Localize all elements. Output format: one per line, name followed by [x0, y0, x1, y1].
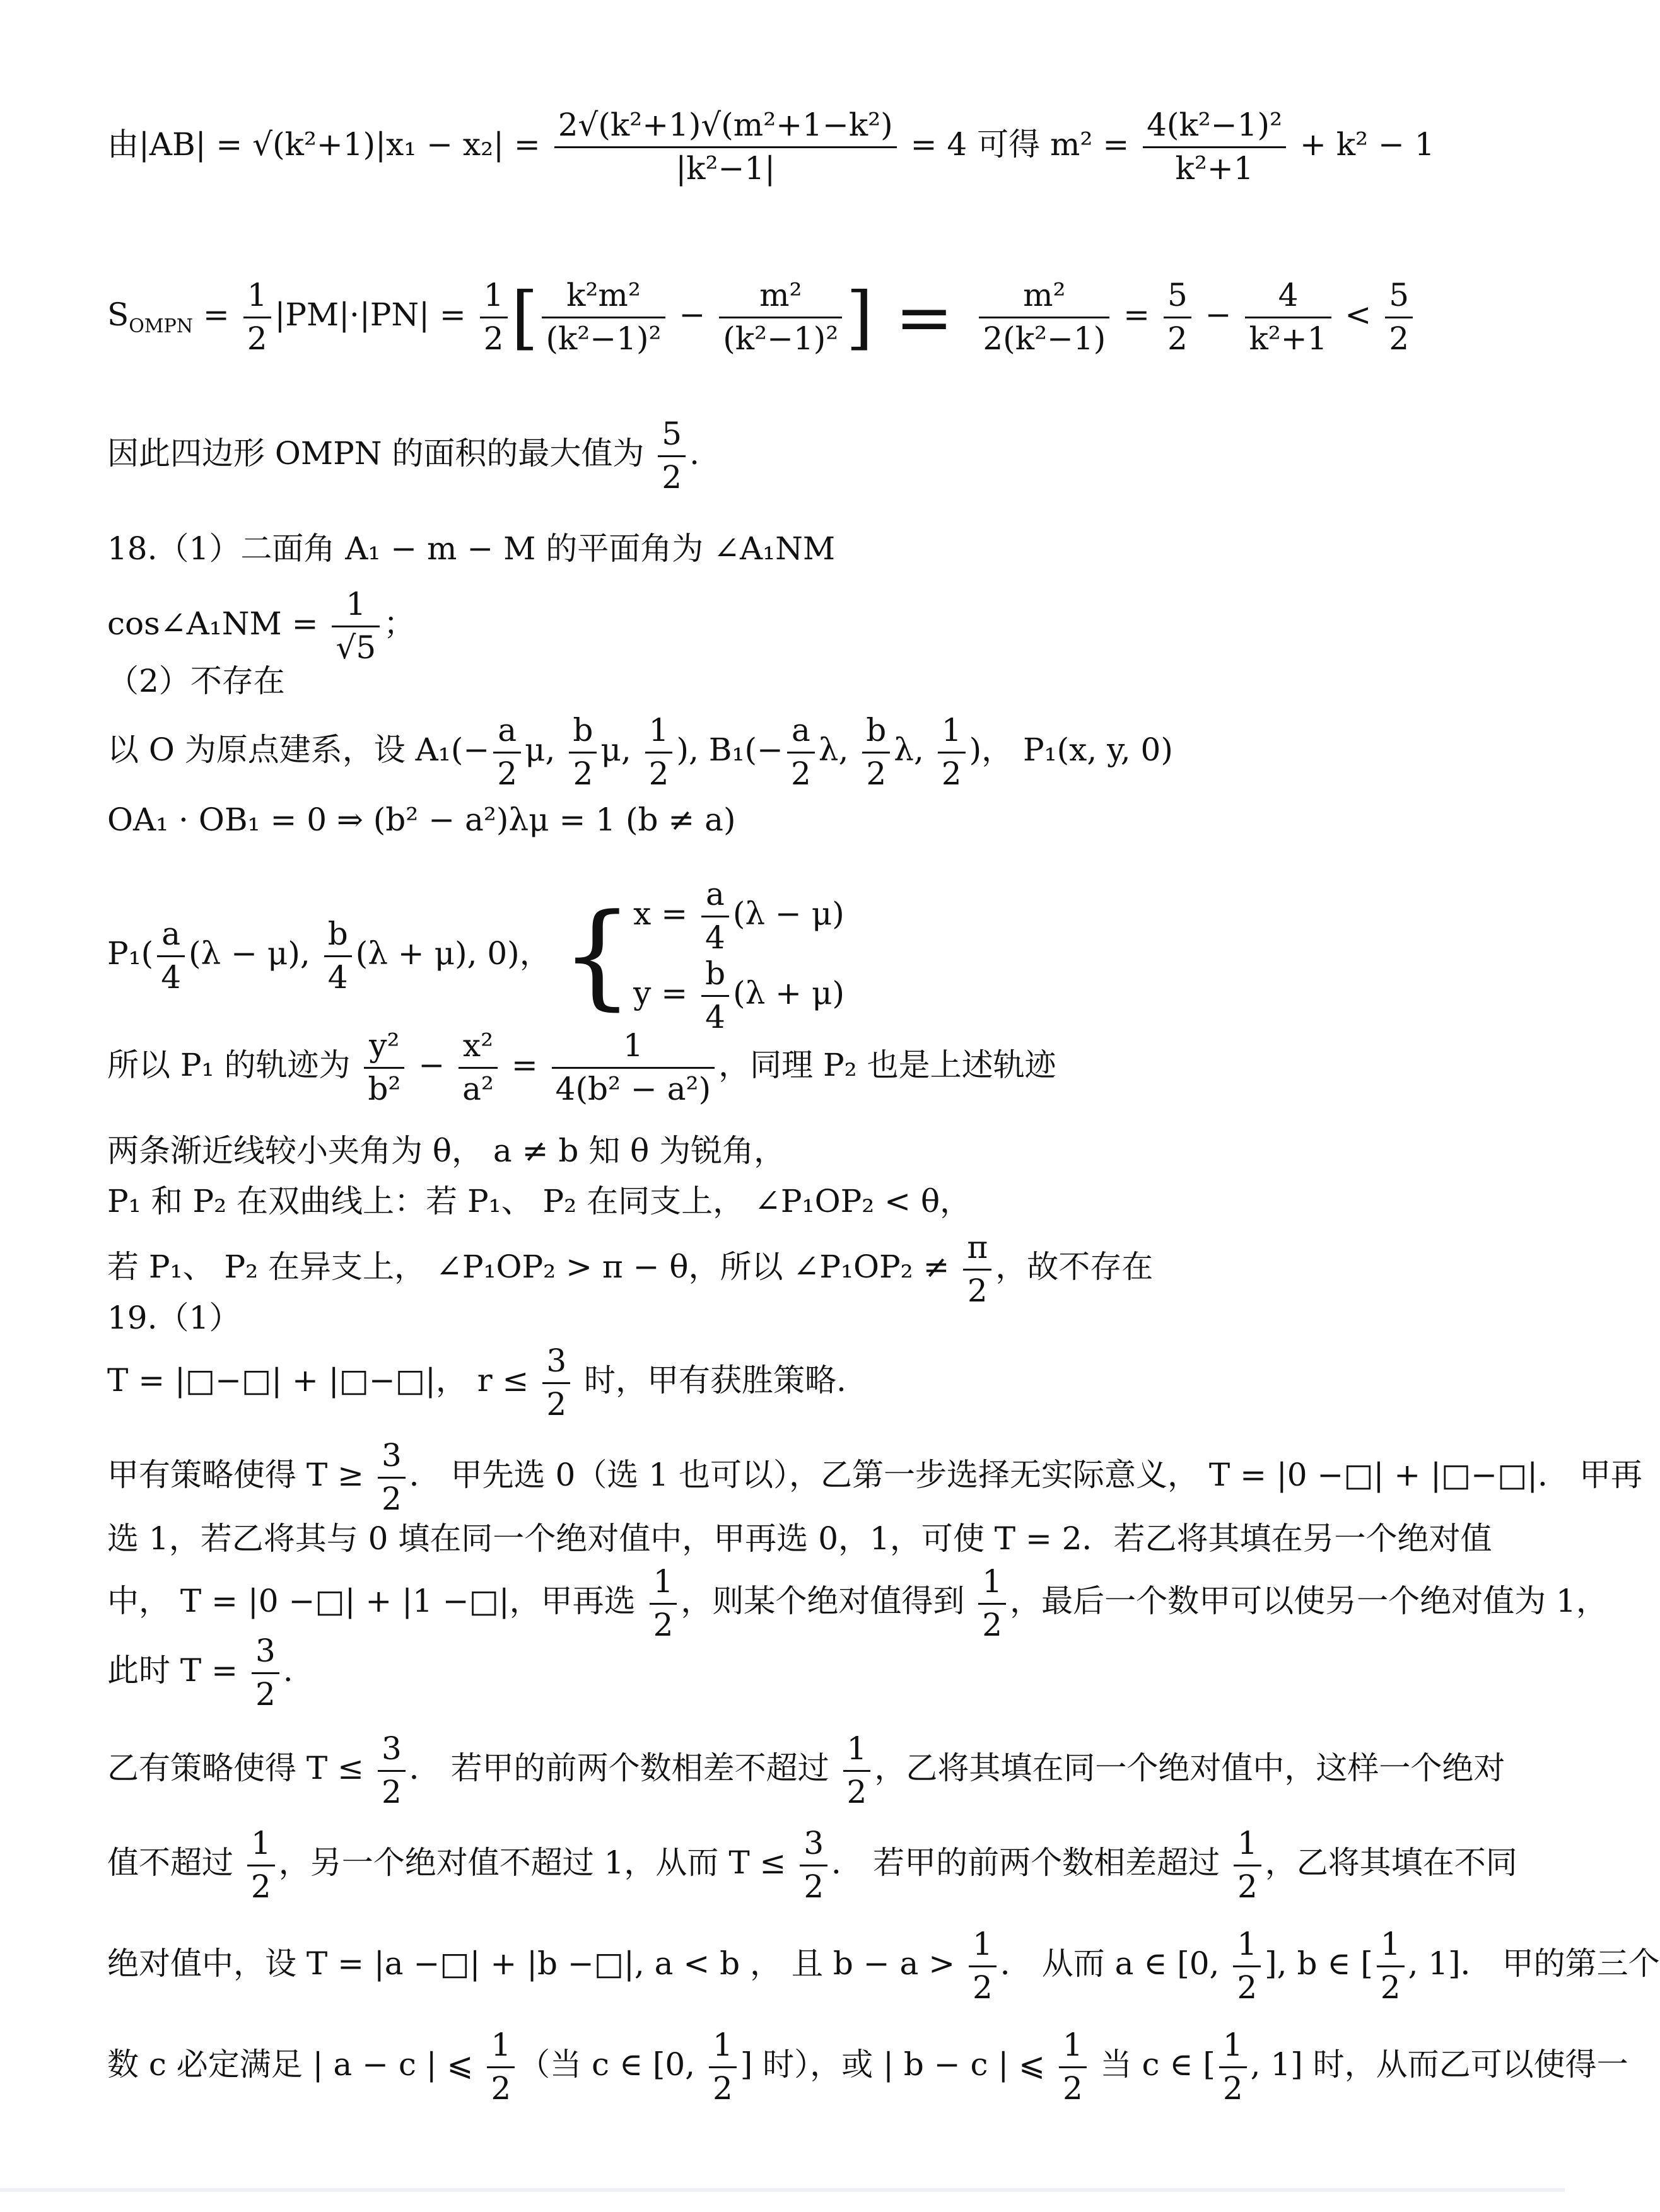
- denominator: 2: [247, 320, 267, 357]
- text: ，最后一个数甲可以使另一个绝对值为 1，: [1010, 1583, 1608, 1619]
- text: T = |□−□| + |□−□|， r ≤: [107, 1362, 539, 1399]
- denominator: 2: [381, 1480, 402, 1517]
- denominator: 4: [327, 958, 348, 996]
- fraction: [938, 713, 966, 792]
- fraction: [645, 713, 673, 792]
- text: μ,: [525, 731, 566, 768]
- fraction: [701, 956, 729, 1035]
- numerator: a: [157, 916, 185, 957]
- fraction: [650, 1564, 677, 1643]
- numerator: x²: [459, 1028, 498, 1069]
- text: P₁(: [107, 935, 154, 972]
- denominator: 2: [653, 1606, 674, 1643]
- fraction: [332, 586, 380, 666]
- text: , 1] 时，从而乙可以使得一: [1250, 2046, 1628, 2083]
- line-q18-1: [107, 530, 836, 567]
- denominator: 2: [662, 458, 682, 496]
- line-t-value: [107, 1633, 293, 1713]
- line-jia-step2: [107, 1520, 1492, 1557]
- denominator: 2: [982, 1606, 1003, 1643]
- text: 值不超过: [107, 1844, 243, 1881]
- fraction: [554, 107, 897, 187]
- denominator: |k²−1|: [675, 149, 776, 187]
- fraction: [542, 277, 665, 357]
- fraction: [843, 1731, 871, 1810]
- line-yi-strategy: [107, 1731, 1505, 1810]
- denominator: 2: [1389, 320, 1409, 357]
- numerator: a: [701, 876, 729, 917]
- text: = 4 可得 m² =: [900, 126, 1140, 163]
- denominator: √5: [336, 629, 377, 666]
- fraction: [493, 713, 521, 792]
- text: |AB| = √(k²+1)|x₁ − x₂| =: [139, 126, 551, 163]
- fraction: [1219, 2027, 1247, 2107]
- denominator: 2: [491, 2069, 511, 2107]
- line-midpoint: [107, 876, 845, 1035]
- denominator: 2: [648, 755, 669, 792]
- line-yi-step2: [107, 1825, 1517, 1905]
- denominator: 2: [381, 1773, 402, 1810]
- text: <: [1335, 296, 1382, 333]
- denominator: 2: [973, 1969, 993, 2006]
- denominator: 2: [804, 1868, 824, 1905]
- text: 此时 T =: [107, 1652, 248, 1689]
- text: ] 时），或 | b − c | ⩽: [740, 2046, 1055, 2083]
- page-bottom-edge: [0, 2188, 1565, 2192]
- denominator: k²+1: [1249, 320, 1328, 357]
- fraction: [487, 2027, 515, 2107]
- bracket: [: [511, 277, 539, 358]
- fraction: [1233, 1926, 1261, 2006]
- text: , 1]． 甲的第三个: [1408, 1945, 1660, 1982]
- text: 两条渐近线较小夹角为 θ， a ≠ b 知 θ 为锐角，: [107, 1132, 786, 1169]
- fraction: [800, 1825, 827, 1905]
- numerator: 5: [658, 416, 686, 457]
- fraction: [378, 1731, 406, 1810]
- text: 乙有策略使得 T ≤: [107, 1750, 374, 1786]
- fraction: [542, 1343, 570, 1423]
- denominator: 4: [705, 919, 725, 956]
- denominator: 4: [705, 998, 725, 1035]
- line-locus: [107, 1028, 1056, 1107]
- denominator: b²: [368, 1070, 401, 1107]
- text: ． 从而 a ∈ [0,: [1000, 1945, 1230, 1982]
- text: ，同理 P₂ 也是上述轨迹: [718, 1047, 1056, 1083]
- text: 绝对值中，设 T = |a −□| + |b −□|, a < b ， 且 b − a >: [107, 1945, 966, 1982]
- denominator: 2: [1167, 320, 1188, 357]
- numerator: 1: [1059, 2027, 1087, 2068]
- text: 因此四边形 OMPN 的面积的最大值为: [107, 435, 655, 472]
- text: 中， T = |0 −□| + |1 −□|，甲再选: [107, 1583, 646, 1619]
- numerator: 4: [1245, 277, 1331, 318]
- numerator: 1: [1234, 1825, 1261, 1866]
- text: x =: [633, 895, 698, 932]
- numerator: π: [963, 1230, 991, 1271]
- equation-system: [633, 876, 845, 1035]
- numerator: 1: [645, 713, 673, 754]
- text: （2）不存在: [107, 663, 285, 699]
- numerator: b: [324, 916, 352, 957]
- text: (λ + μ), 0)，: [355, 935, 551, 972]
- text: y =: [633, 975, 698, 1011]
- fraction: [1164, 277, 1191, 357]
- fraction: [247, 1825, 275, 1905]
- text: .: [283, 1652, 293, 1689]
- numerator: 3: [252, 1633, 279, 1674]
- text: 以 O 为原点建系，设 A₁: [107, 731, 451, 768]
- text: ，乙将其填在同一个绝对值中，这样一个绝对: [874, 1750, 1505, 1786]
- denominator: 2(k²−1): [983, 320, 1106, 357]
- fraction: [324, 916, 352, 996]
- text: )， P₁(x, y, 0): [969, 731, 1173, 768]
- text: cos∠A₁NM =: [107, 605, 329, 642]
- text: （当 c ∈ [0,: [518, 2046, 705, 2083]
- fraction: [787, 713, 815, 792]
- fraction: [978, 1564, 1006, 1643]
- line-diff-branch: [107, 1230, 1153, 1309]
- text: ；: [383, 605, 416, 642]
- text: S: [107, 296, 129, 333]
- line-ab-length: [107, 107, 1435, 187]
- denominator: k²+1: [1175, 149, 1254, 187]
- text: .: [689, 435, 699, 472]
- numerator: 1: [650, 1564, 677, 1605]
- denominator: 4(b² − a²): [555, 1070, 711, 1107]
- numerator: 1: [938, 713, 966, 754]
- text: 若 P₁、 P₂ 在异支上， ∠P₁OP₂ > π − θ，所以 ∠P₁OP₂ ≠: [107, 1249, 960, 1285]
- text: 19.（1）: [107, 1300, 241, 1336]
- fraction: [862, 713, 890, 792]
- fraction: [658, 416, 686, 496]
- fraction: [1385, 277, 1413, 357]
- numerator: 5: [1164, 277, 1191, 318]
- fraction: [480, 277, 508, 357]
- line-jia-step3: [107, 1564, 1608, 1643]
- text: P₁ 和 P₂ 在双曲线上：若 P₁、 P₂ 在同支上， ∠P₁OP₂ < θ，: [107, 1183, 972, 1220]
- fraction: [459, 1028, 498, 1107]
- numerator: 1: [978, 1564, 1006, 1605]
- text: ，则某个绝对值得到: [681, 1583, 975, 1619]
- numerator: 1: [1233, 1926, 1261, 1967]
- denominator: 2: [255, 1675, 276, 1713]
- text: ，乙将其填在不同: [1265, 1844, 1517, 1881]
- denominator: 2: [250, 1868, 271, 1905]
- line-yi-step3: [107, 1926, 1660, 2006]
- text: OA₁ · OB₁ = 0 ⇒ (b² − a²)λμ = 1 (b ≠ a): [107, 801, 736, 838]
- fraction: [969, 1926, 997, 2006]
- bracket: ] =: [846, 277, 976, 358]
- numerator: 1: [1219, 2027, 1247, 2068]
- fraction: [569, 713, 597, 792]
- denominator: 2: [967, 1272, 988, 1309]
- denominator: 2: [1222, 2069, 1243, 2107]
- line-coordinates: [107, 713, 1173, 792]
- denominator: 2: [790, 755, 811, 792]
- fraction: [701, 876, 729, 956]
- text: ], b ∈ [: [1265, 1945, 1373, 1982]
- text: ，故不存在: [995, 1249, 1154, 1285]
- text: 18.（1）二面角 A₁ − m − M 的平面角为 ∠A₁NM: [107, 530, 836, 567]
- numerator: 1: [843, 1731, 871, 1772]
- text: + k² − 1: [1290, 126, 1435, 163]
- text: 甲有策略使得 T ≥: [107, 1457, 374, 1493]
- subscript: OMPN: [129, 315, 194, 337]
- text: 所以 P₁ 的轨迹为: [107, 1047, 361, 1083]
- fraction: [157, 916, 185, 996]
- fraction: [719, 277, 842, 357]
- text: ． 若甲的前两个数相差超过: [831, 1844, 1230, 1881]
- text: =: [501, 1047, 548, 1083]
- fraction: [1377, 1926, 1405, 2006]
- text: (λ + μ): [733, 975, 845, 1011]
- line-asymptotes: [107, 1132, 786, 1169]
- numerator: k²m²: [542, 277, 665, 318]
- text: λ,: [894, 731, 934, 768]
- numerator: 1: [1377, 1926, 1405, 1967]
- line-t-def: [107, 1343, 846, 1423]
- text: ． 甲先选 0（选 1 也可以），乙第一步选择无实际意义， T = |0 −□| + |□−□|． 甲再: [409, 1457, 1643, 1493]
- numerator: y²: [364, 1028, 404, 1069]
- text: ), B₁(−: [676, 731, 783, 768]
- denominator: 2: [497, 755, 518, 792]
- numerator: 1: [552, 1028, 715, 1069]
- line-cos: [107, 586, 415, 666]
- numerator: b: [569, 713, 597, 754]
- denominator: 2: [546, 1385, 567, 1423]
- numerator: 1: [709, 2027, 737, 2068]
- fraction: [1245, 277, 1331, 357]
- fraction: [252, 1633, 279, 1713]
- fraction: [243, 277, 271, 357]
- numerator: 1: [332, 586, 380, 627]
- text: =: [1113, 296, 1160, 333]
- denominator: 4: [161, 958, 182, 996]
- numerator: 3: [800, 1825, 827, 1866]
- equation-y: [633, 956, 845, 1035]
- text: =: [193, 296, 240, 333]
- fraction: [1143, 107, 1286, 187]
- numerator: 1: [243, 277, 271, 318]
- line-area-formula: [107, 277, 1417, 357]
- denominator: 2: [866, 755, 887, 792]
- numerator: 2√(k²+1)√(m²+1−k²): [554, 107, 897, 148]
- numerator: 5: [1385, 277, 1413, 318]
- fraction: [1234, 1825, 1261, 1905]
- line-q19-1: [107, 1302, 240, 1334]
- numerator: m²: [719, 277, 842, 318]
- text: μ,: [600, 731, 641, 768]
- denominator: 2: [1237, 1868, 1258, 1905]
- text: 选 1，若乙将其与 0 填在同一个绝对值中，甲再选 0，1，可使 T = 2．若乙将其填在另一个绝对值: [107, 1520, 1492, 1557]
- fraction: [1059, 2027, 1087, 2107]
- text: 数 c 必定满足 | a − c | ⩽: [107, 2046, 484, 2083]
- text: −: [1195, 296, 1242, 333]
- numerator: b: [862, 713, 890, 754]
- numerator: 3: [542, 1343, 570, 1384]
- numerator: a: [493, 713, 521, 754]
- text: ，另一个绝对值不超过 1，从而 T ≤: [278, 1844, 797, 1881]
- text: −: [669, 296, 716, 333]
- brace: {: [561, 890, 634, 1022]
- text: |PM|·|PN| =: [274, 296, 476, 333]
- equation-x: [633, 876, 845, 956]
- numerator: 3: [378, 1731, 406, 1772]
- denominator: (k²−1)²: [546, 320, 662, 357]
- denominator: 2: [1062, 2069, 1083, 2107]
- denominator: 2: [846, 1773, 867, 1810]
- text: ． 若甲的前两个数相差不超过: [409, 1750, 839, 1786]
- line-yi-step4: [107, 2027, 1628, 2107]
- line-same-branch: [107, 1183, 972, 1220]
- fraction: [979, 277, 1109, 357]
- denominator: 2: [941, 755, 962, 792]
- numerator: 1: [969, 1926, 997, 1967]
- text: (λ − μ),: [189, 935, 320, 972]
- denominator: 2: [1380, 1969, 1401, 2006]
- fraction: [364, 1028, 404, 1107]
- denominator: 2: [1237, 1969, 1258, 2006]
- numerator: b: [701, 956, 729, 997]
- text: (λ − μ): [732, 895, 845, 932]
- text: 当 c ∈ [: [1090, 2046, 1215, 2083]
- numerator: a: [787, 713, 815, 754]
- line-max-area: [107, 416, 699, 496]
- line-jia-strategy: [107, 1438, 1642, 1517]
- text: 时，甲有获胜策略.: [574, 1362, 846, 1399]
- numerator: 3: [378, 1438, 406, 1479]
- fraction: [709, 2027, 737, 2107]
- fraction: [963, 1230, 991, 1309]
- denominator: a²: [462, 1070, 494, 1107]
- text: −: [408, 1047, 455, 1083]
- fraction: [378, 1438, 406, 1517]
- denominator: 2: [712, 2069, 733, 2107]
- denominator: (k²−1)²: [723, 320, 839, 357]
- numerator: 1: [480, 277, 508, 318]
- numerator: 1: [487, 2027, 515, 2068]
- denominator: 2: [483, 320, 504, 357]
- line-dot-product: [107, 801, 736, 838]
- numerator: 4(k²−1)²: [1143, 107, 1286, 148]
- text: (−: [450, 731, 490, 768]
- text: 由: [107, 126, 139, 163]
- fraction: [552, 1028, 715, 1107]
- denominator: 2: [573, 755, 593, 792]
- text: λ,: [818, 731, 859, 768]
- numerator: m²: [979, 277, 1109, 318]
- line-q18-2: [107, 665, 285, 697]
- numerator: 1: [247, 1825, 275, 1866]
